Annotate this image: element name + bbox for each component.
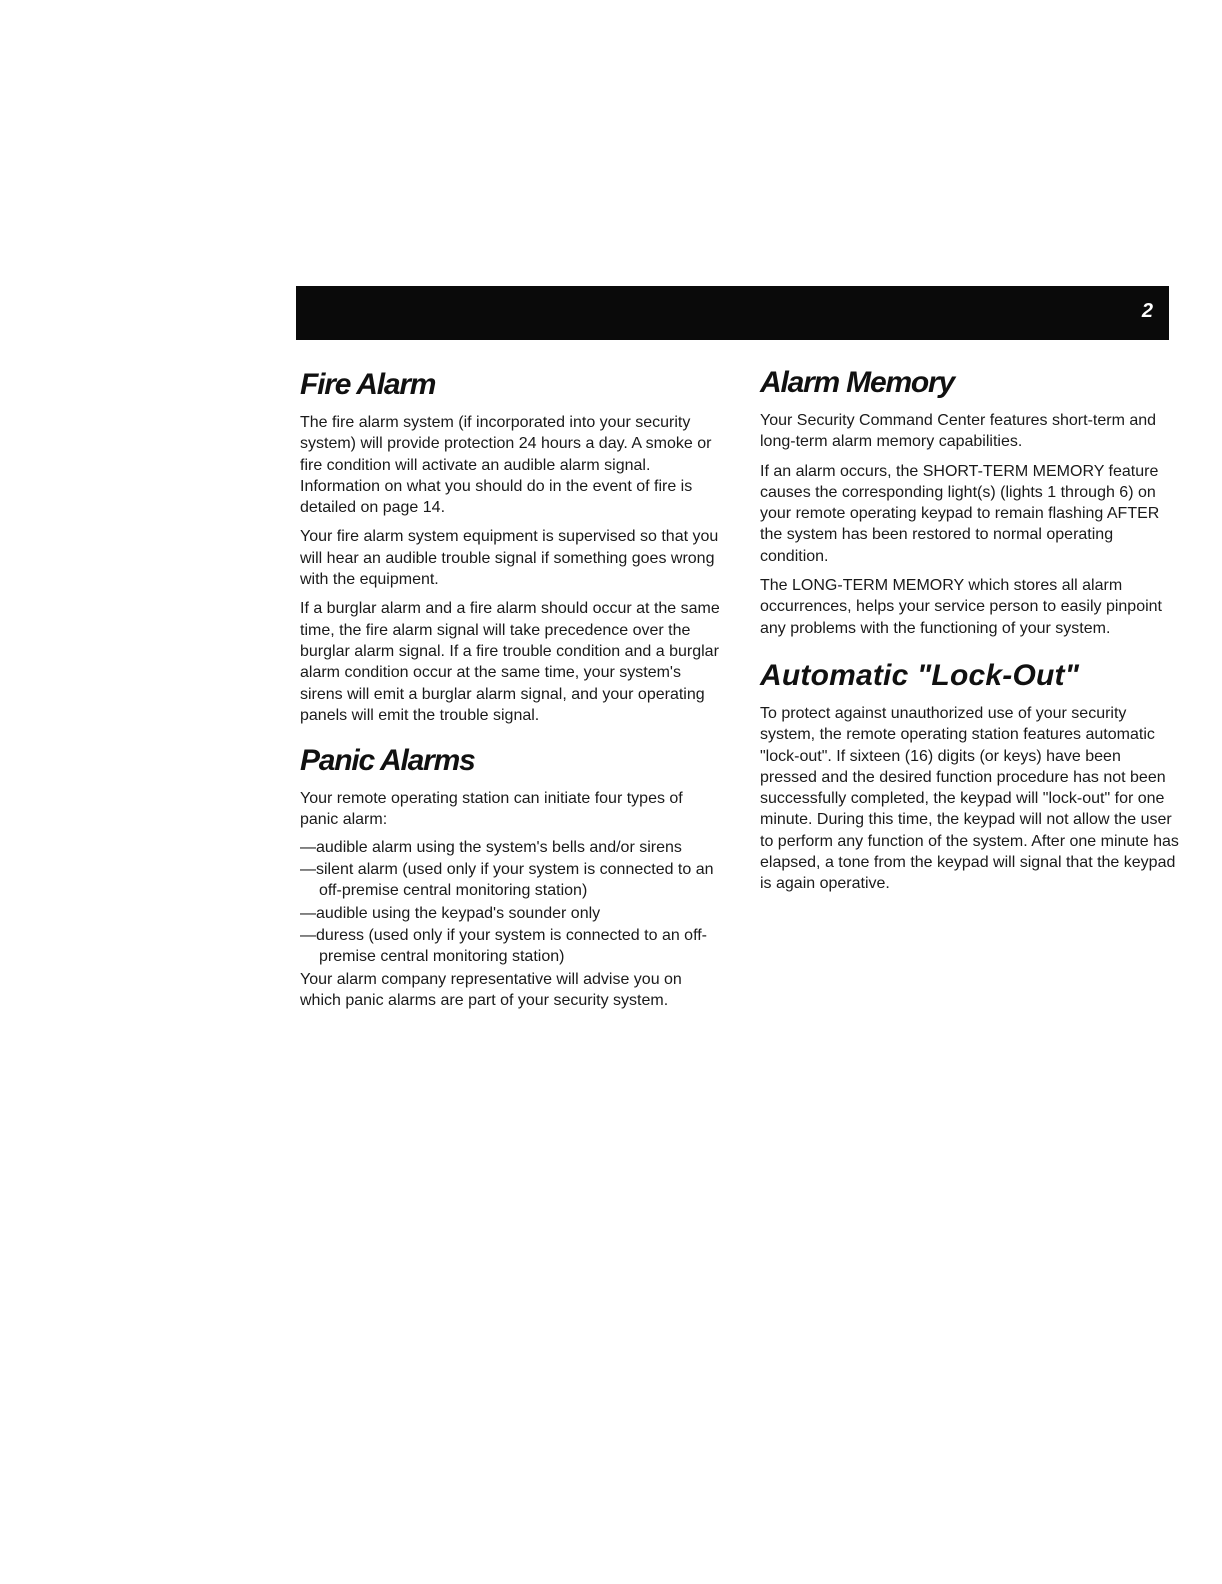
list-item: —duress (used only if your system is connected to an off-premise central monitoring station) [300, 926, 708, 966]
fire-alarm-paragraph: Your fire alarm system equipment is supervised so that you will hear an audible trouble signal if something goes wrong with the equipment. [300, 528, 719, 589]
section-header-bar [296, 286, 1169, 340]
fire-alarm-heading: Fire Alarm [300, 368, 436, 401]
left-column [300, 366, 720, 1025]
alarm-memory-heading: Alarm Memory [760, 366, 955, 399]
fire-alarm-paragraph: The fire alarm system (if incorporated into your security system) will provide protection 24 hours a day. A smoke or fire condition will activate an audible alarm signal. [300, 414, 712, 474]
fire-alarm-paragraph: Information on what you should do in the event of fire is detailed on page 14. [300, 477, 693, 517]
panic-alarms-heading: Panic Alarms [300, 744, 475, 778]
alarm-memory-paragraph: Your Security Command Center features short-term and long-term alarm memory capabilities. [760, 412, 1157, 451]
panic-alarms-closing: Your alarm company representative will advise you on which panic alarms are part of your security system. [300, 970, 682, 1009]
page-number: 2 [1141, 300, 1153, 322]
fire-alarm-section [300, 366, 720, 726]
fire-alarm-paragraph: If a burglar alarm and a fire alarm should occur at the same time, the fire alarm signal will take precedence over the burglar alarm signal. If a fire trouble condition and a burglar alarm condition occur at the same time, your system's sirens will emit a burglar alarm signal, and your operating panels will emit the trouble signal. [300, 600, 720, 724]
list-item: —audible using the keypad's sounder only [300, 904, 601, 922]
lock-out-heading: Automatic "Lock-Out" [760, 658, 1080, 692]
list-item: —silent alarm (used only if your system is connected to an off-premise central monitoring station) [300, 861, 714, 900]
list-item: —audible alarm using the system's bells and/or sirens [300, 838, 682, 856]
lock-out-paragraph: To protect against unauthorized use of your security system, the remote operating station features automatic "lock-out". If sixteen (16) digits (or keys) have been pressed and the desired function procedure has not been successfully completed, the keypad will "lock-out" for one minute. During this time, the keypad will not allow the user to perform any function of the system. After one minute has elapsed, a tone from the keypad will signal that the keypad is again operative. [760, 704, 1179, 893]
panic-alarms-intro: Your remote operating station can initiate four types of panic alarm: [300, 790, 683, 829]
alarm-memory-section [760, 364, 1180, 639]
alarm-memory-paragraph: The LONG-TERM MEMORY which stores all alarm occurrences, helps your service person to easily pinpoint any problems with the functioning of your system. [760, 577, 1162, 637]
panic-alarms-section [300, 742, 720, 1011]
alarm-memory-paragraph: If an alarm occurs, the SHORT-TERM MEMORY feature causes the corresponding light(s) (lights 1 through 6) on your remote operating keypad to remain flashing AFTER the system has been restored to normal operating condition. [760, 462, 1160, 565]
lock-out-section [760, 657, 1180, 895]
right-column [760, 364, 1180, 909]
panic-alarm-list [300, 837, 720, 968]
